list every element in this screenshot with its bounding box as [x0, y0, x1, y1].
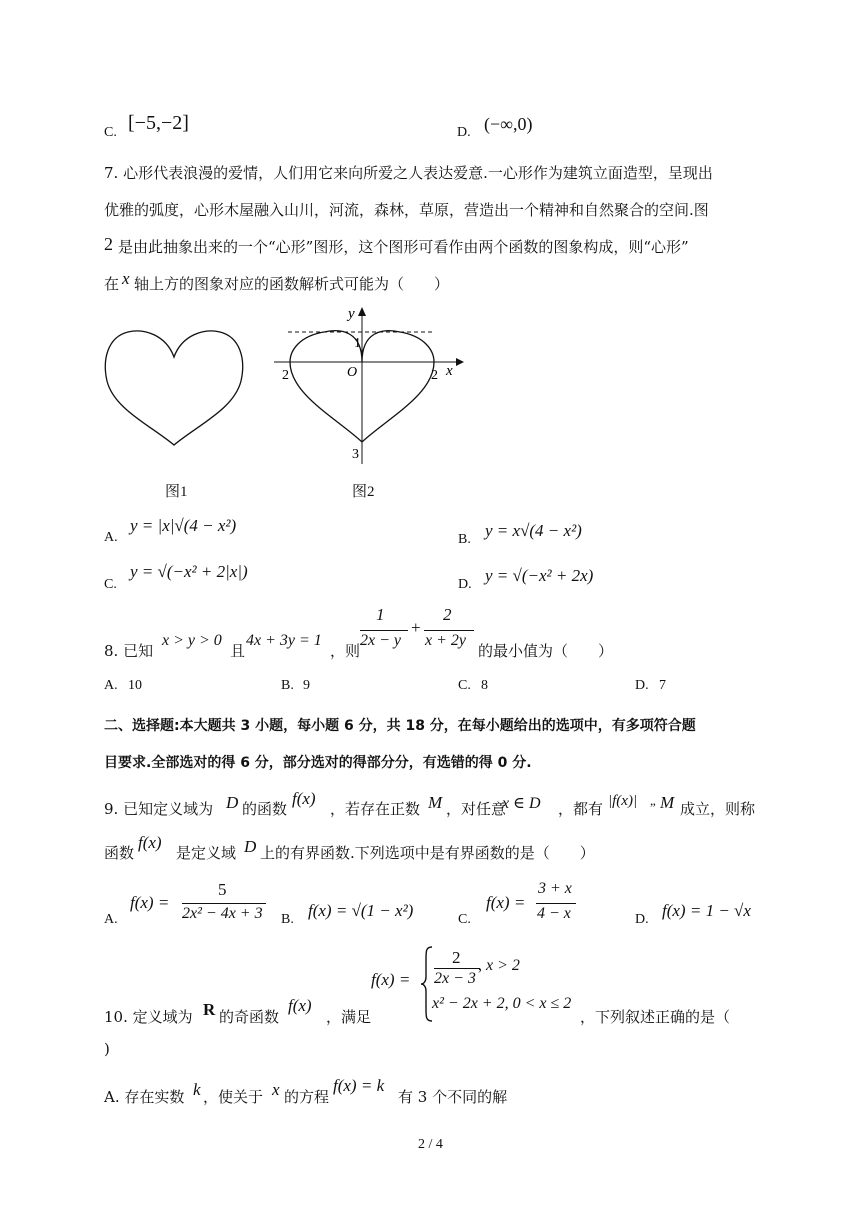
q9-l1-D: D — [226, 793, 239, 812]
q7-line1: 7. 心形代表浪漫的爱情，人们用它来向所爱之人表达爱意.一心形作为建筑立面造型，呈现出 — [104, 164, 713, 182]
q10-piece1-den: 2x − 3 — [434, 970, 476, 987]
q8-option-a-label: A. — [104, 678, 118, 693]
q10-piece1-bar — [434, 968, 480, 969]
fig2-left-2: 2 — [282, 368, 289, 383]
heart-outline — [105, 331, 242, 445]
q7-option-b-label: B. — [458, 532, 471, 547]
q10-close-paren: ) — [104, 1040, 110, 1058]
q10-option-a-x: x — [272, 1080, 280, 1099]
q9-l2-a: 函数 — [104, 844, 135, 862]
q9-l1-d: ，对任意 — [446, 800, 507, 818]
q9-l1-e: ，都有 — [558, 800, 604, 818]
q8-option-c-label: C. — [458, 678, 471, 693]
fig2-right-2: 2 — [431, 368, 438, 383]
q7-figure-number: 2 — [104, 234, 113, 254]
q10-option-a-pre: A. 存在实数 — [104, 1088, 185, 1106]
fig2-origin-label: O — [347, 365, 358, 380]
q8-frac1-den: 2x − y — [360, 632, 401, 649]
q9-option-b-expr: f(x) = √(1 − x²) — [308, 901, 414, 920]
q9-l2-f: f(x) — [138, 833, 162, 852]
q9-option-c-label: C. — [458, 912, 471, 927]
y-axis-arrow-icon — [358, 307, 366, 316]
q7-option-b-expr: y = x√(4 − x²) — [485, 521, 582, 540]
q6-option-c-value: [−5,−2] — [128, 112, 189, 134]
q8-then: ，则 — [330, 642, 361, 660]
q8-and: 且 — [230, 642, 246, 660]
q10-option-a-eq: f(x) = k — [333, 1076, 385, 1095]
q9-option-a-den: 2x² − 4x + 3 — [182, 905, 263, 922]
q8-frac2-num: 2 — [443, 605, 452, 624]
q7-option-c-expr: y = √(−x² + 2|x|) — [130, 562, 248, 581]
q10-f: f(x) — [288, 996, 312, 1015]
q9-option-c-lhs: f(x) = — [486, 893, 526, 912]
q9-option-a-num: 5 — [218, 880, 227, 899]
x-axis-arrow-icon — [456, 358, 464, 366]
q10-mid: 的奇函数 — [219, 1008, 280, 1026]
q10-option-a-mid: ，使关于 — [203, 1088, 264, 1106]
figure-2-caption: 图2 — [352, 484, 375, 500]
q10-option-a-post: 有 3 个不同的解 — [398, 1088, 508, 1106]
q9-l1-abs: |f(x)| — [608, 793, 638, 809]
q9-option-a-bar — [182, 903, 266, 904]
q8-condition-2: 4x + 3y = 1 — [246, 632, 322, 649]
q9-option-c-den: 4 − x — [537, 905, 571, 922]
q9-option-c-num: 3 + x — [538, 880, 572, 897]
q6-option-c-label: C. — [104, 125, 117, 140]
figure-1-heart — [100, 325, 250, 450]
q10-piece1-cond: , x > 2 — [478, 957, 520, 974]
q10-piece-lhs: f(x) = — [371, 970, 411, 989]
q8-condition-1: x > y > 0 — [162, 632, 222, 649]
q9-option-a-label: A. — [104, 912, 118, 927]
fig2-bottom-3: 3 — [352, 447, 359, 462]
section-2-line2: 目要求.全部选对的得 6 分，部分选对的得部分分，有选错的得 0 分. — [104, 755, 532, 771]
q9-l2-c: 上的有界函数.下列选项中是有界函数的是（ ） — [260, 844, 595, 862]
figure-2-heart-axes — [270, 300, 470, 470]
q8-option-b-value: 9 — [303, 678, 310, 693]
q9-option-d-expr: f(x) = 1 − √x — [662, 901, 751, 920]
q9-option-a-lhs: f(x) = — [130, 893, 170, 912]
q8-prefix: 8. 已知 — [104, 642, 154, 660]
q9-l2-b: 是定义域 — [176, 844, 237, 862]
q7-line3: 是由此抽象出来的一个“心形”图形，这个图形可看作由两个函数的图象构成，则“心形” — [118, 238, 689, 256]
q8-option-c-value: 8 — [481, 678, 488, 693]
q10-R: R — [203, 1000, 216, 1019]
fig2-x-label: x — [446, 363, 453, 379]
q6-option-d-label: D. — [457, 125, 471, 140]
q10-prefix: 10. 定义域为 — [104, 1008, 193, 1026]
q7-option-a-label: A. — [104, 530, 118, 545]
q8-option-b-label: B. — [281, 678, 294, 693]
q9-option-c-bar — [536, 903, 576, 904]
section-2-line1: 二、选择题:本大题共 3 小题，每小题 6 分，共 18 分，在每小题给出的选项中，有多项符合题 — [104, 718, 696, 734]
q9-l1-b: 的函数 — [242, 800, 288, 818]
q9-l1-c: ，若存在正数 — [330, 800, 421, 818]
q8-plus: + — [411, 618, 421, 637]
q6-option-d-value: (−∞,0) — [484, 114, 533, 134]
q8-frac1-bar — [360, 630, 408, 631]
q9-l1-x-in-D: x ∈ D — [502, 795, 541, 812]
q9-l1-M2: M — [660, 793, 675, 812]
q7-option-d-label: D. — [458, 577, 472, 592]
q9-l1-a: 9. 已知定义域为 — [104, 800, 214, 818]
q8-frac2-den: x + 2y — [425, 632, 466, 649]
q10-option-a-mid2: 的方程 — [284, 1088, 330, 1106]
q8-frac1-num: 1 — [376, 605, 385, 624]
q7-line4-pre: 在 — [104, 275, 120, 293]
page-number: 2 / 4 — [418, 1137, 443, 1152]
q9-l1-leq: „ — [650, 793, 656, 808]
q7-option-a-expr: y = |x|√(4 − x²) — [130, 516, 237, 535]
q10-suffix: ，下列叙述正确的是（ — [580, 1008, 731, 1026]
q10-piece2: x² − 2x + 2, 0 < x ≤ 2 — [432, 995, 572, 1012]
q9-l1-f2: 成立，则称 — [680, 800, 756, 818]
q8-option-d-label: D. — [635, 678, 649, 693]
q8-frac2-bar — [424, 630, 474, 631]
q10-cond: ，满足 — [326, 1008, 372, 1026]
q7-line4: 轴上方的图象对应的函数解析式可能为（ ） — [134, 275, 450, 293]
q8-option-a-value: 10 — [128, 678, 142, 693]
fig2-label-1: 1 — [354, 336, 361, 351]
q7-line2: 优雅的弧度，心形木屋融入山川，河流，森林，草原，营造出一个精神和自然聚合的空间.图 — [104, 201, 709, 219]
q9-l1-M: M — [428, 793, 443, 812]
q9-option-d-label: D. — [635, 912, 649, 927]
q7-line4-var: x — [122, 269, 130, 288]
fig2-y-label: y — [348, 306, 355, 322]
q8-suffix: 的最小值为（ ） — [478, 642, 614, 660]
q10-option-a-k: k — [193, 1080, 201, 1099]
q9-option-b-label: B. — [281, 912, 294, 927]
q8-option-d-value: 7 — [659, 678, 666, 693]
q9-l2-D: D — [244, 837, 257, 856]
q10-piece1-num: 2 — [452, 948, 461, 967]
q7-option-d-expr: y = √(−x² + 2x) — [485, 566, 594, 585]
q9-l1-f: f(x) — [292, 789, 316, 808]
q7-option-c-label: C. — [104, 577, 117, 592]
figure-1-caption: 图1 — [165, 484, 188, 500]
